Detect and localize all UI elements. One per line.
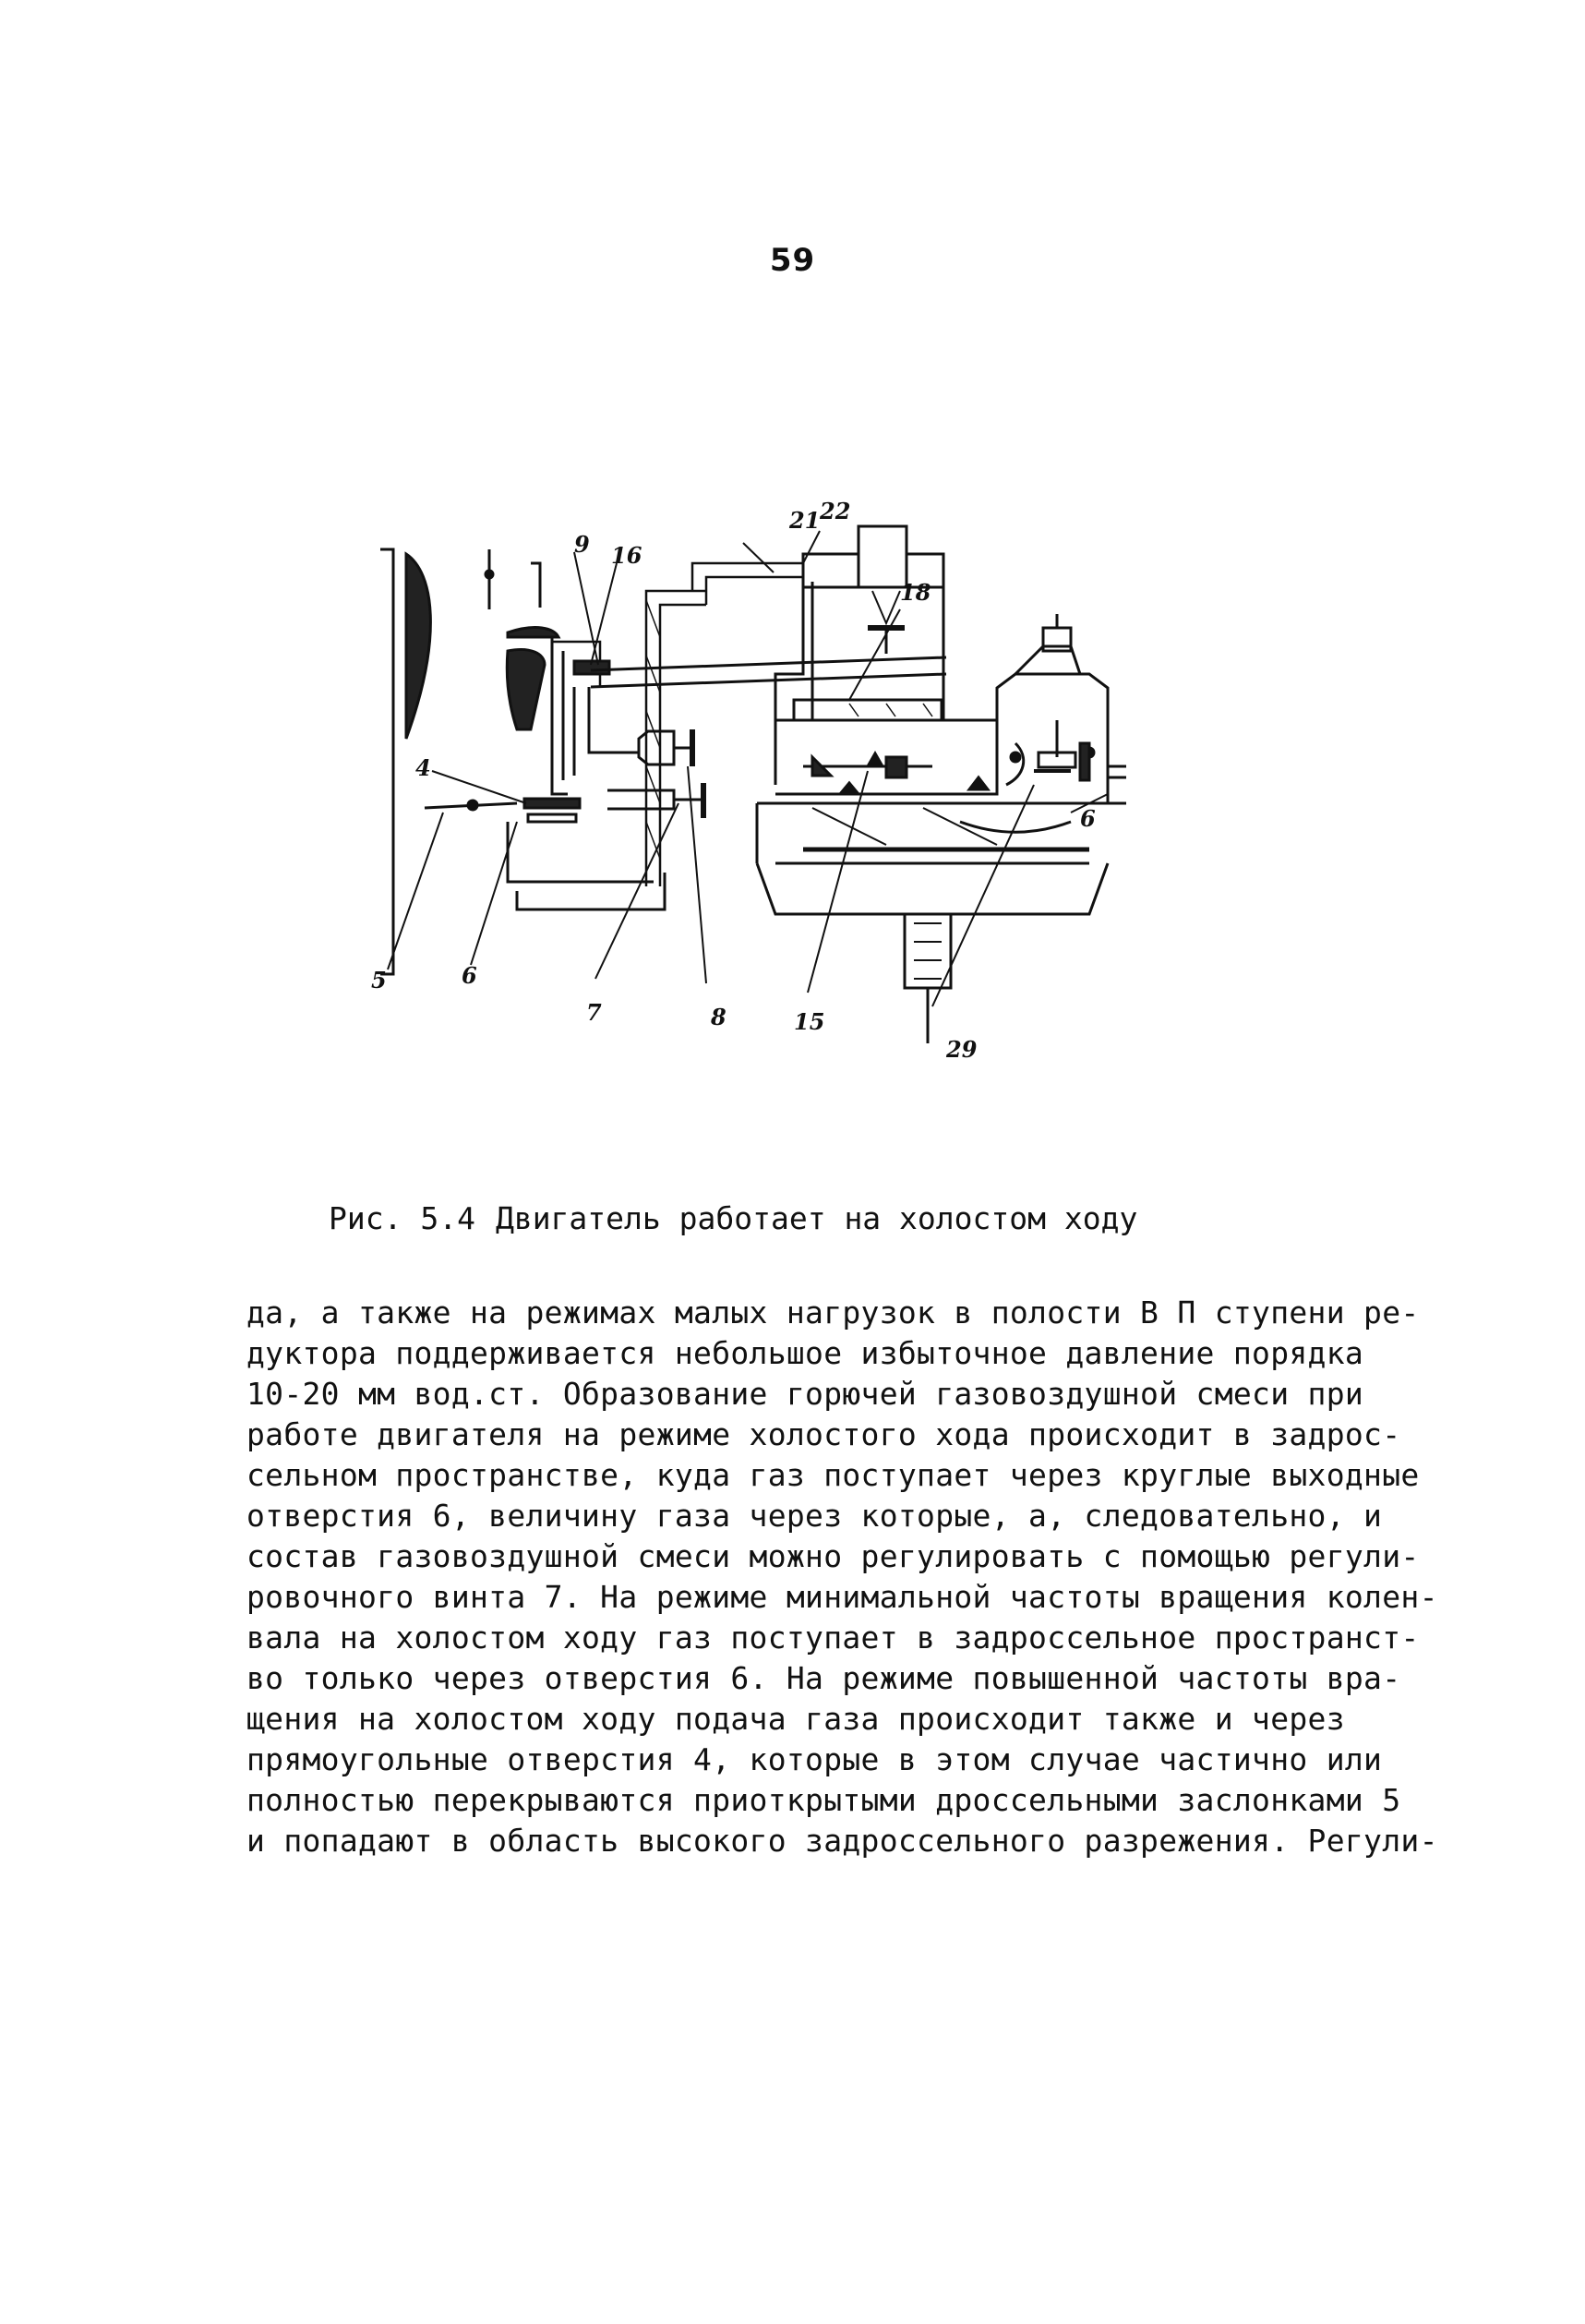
- callout-7: 7: [586, 999, 602, 1026]
- body-line: вала на холостом ходу газ поступает в задроссельное пространст-: [246, 1620, 1420, 1656]
- callout-6-right: 6: [1080, 805, 1096, 832]
- figure-caption: [329, 1200, 1137, 1236]
- body-line: дуктора поддерживается небольшое избыточное давление порядка: [246, 1335, 1364, 1371]
- page-number: 59: [769, 242, 816, 279]
- body-line: во только через отверстия 6. На режиме повышенной частоты вра-: [246, 1660, 1401, 1696]
- body-line: ровочного винта 7. На режиме минимальной частоты вращения колен-: [246, 1579, 1438, 1615]
- callout-16: 16: [611, 542, 642, 569]
- body-line: сельном пространстве, куда газ поступает через круглые выходные: [246, 1457, 1420, 1493]
- callout-6: 6: [462, 962, 477, 989]
- engine-idle-diagram: [369, 489, 1126, 1062]
- body-line: 10-20 мм вод.ст. Образование горючей газовоздушной смеси при: [246, 1376, 1364, 1412]
- callout-9: 9: [574, 531, 590, 558]
- figure-5-4: [369, 489, 1126, 1062]
- callout-18: 18: [900, 579, 931, 606]
- callout-5: 5: [371, 967, 387, 993]
- body-text: [246, 1293, 1447, 1861]
- body-line: работе двигателя на режиме холостого хода происходит в задрос-: [246, 1416, 1401, 1452]
- callout-21: 21: [789, 507, 821, 534]
- body-line: прямоугольные отверстия 4, которые в этом случае частично или: [246, 1741, 1383, 1777]
- body-line: щения на холостом ходу подача газа происходит также и через: [246, 1701, 1345, 1737]
- callout-29: 29: [946, 1036, 978, 1063]
- callout-8: 8: [711, 1004, 726, 1030]
- body-line: состав газовоздушной смеси можно регулировать с помощью регули-: [246, 1538, 1420, 1574]
- body-line: и попадают в область высокого задроссельного разрежения. Регули-: [246, 1823, 1438, 1859]
- callout-15: 15: [794, 1008, 825, 1035]
- callout-4: 4: [415, 754, 431, 781]
- body-line: отверстия 6, величину газа через которые, а, следовательно, и: [246, 1498, 1383, 1534]
- body-line: да, а также на режимах малых нагрузок в полости В П ступени ре-: [246, 1294, 1420, 1331]
- body-line: полностью перекрываются приоткрытыми дроссельными заслонками 5: [246, 1782, 1401, 1818]
- callout-22: 22: [820, 498, 851, 524]
- caption-label: Рис. 5.4: [329, 1200, 475, 1236]
- caption-text: Двигатель работает на холостом ходу: [495, 1200, 1138, 1236]
